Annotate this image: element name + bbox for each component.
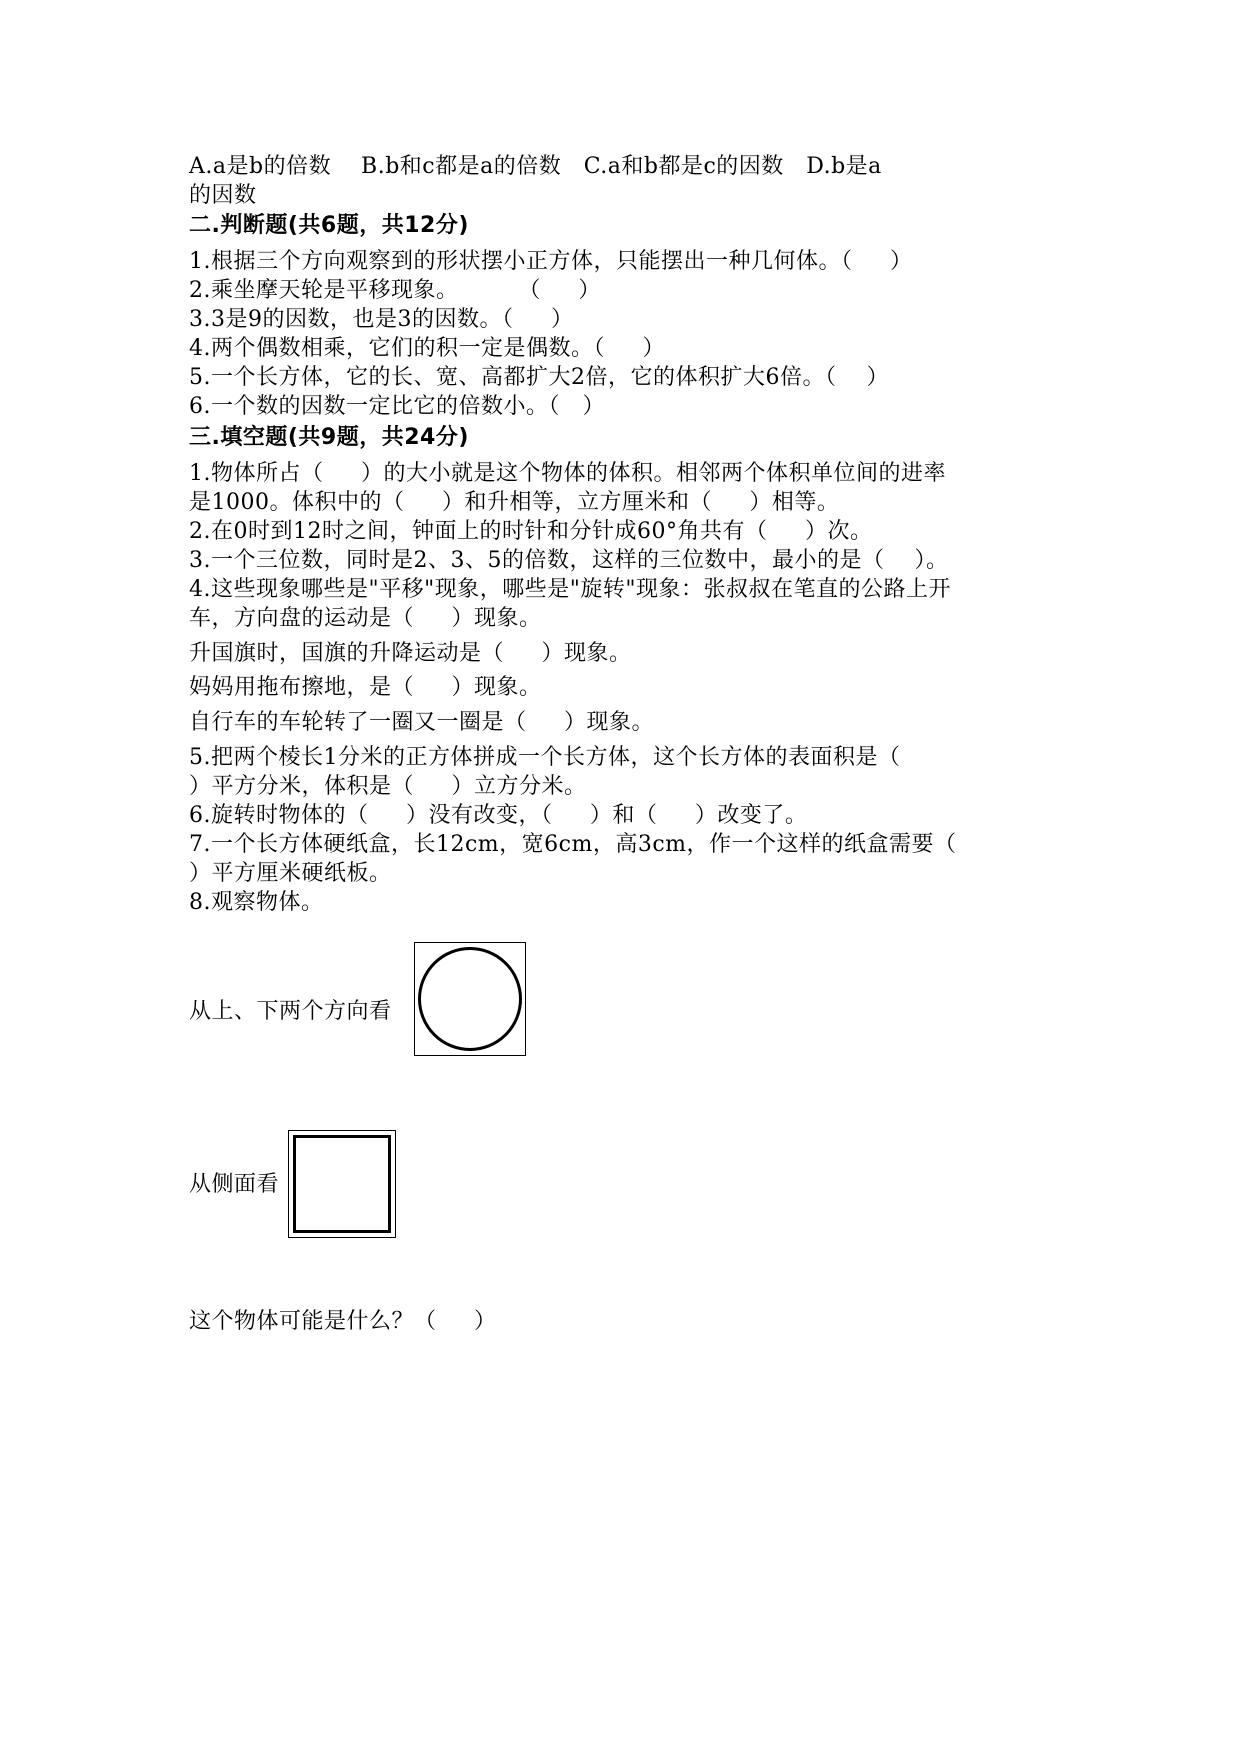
circle-shape — [418, 947, 522, 1051]
judge-item-1: 1.根据三个方向观察到的形状摆小正方体，只能摆出一种几何体。（ ） — [189, 249, 913, 274]
judge-item-2: 2.乘坐摩天轮是平移现象。 （ ） — [189, 278, 601, 303]
fill-q4-line-1: 4.这些现象哪些是"平移"现象，哪些是"旋转"现象：张叔叔在笔直的公路上开 — [189, 577, 951, 602]
judge-item-6: 6.一个数的因数一定比它的倍数小。（ ） — [189, 394, 605, 419]
choice-options-line-2: 的因数 — [189, 183, 257, 208]
fill-q4-line-5: 自行车的车轮转了一圈又一圈是（ ）现象。 — [189, 710, 654, 735]
fill-q2: 2.在0时到12时之间，钟面上的时针和分针成60°角共有（ ）次。 — [189, 519, 873, 544]
fill-q4-line-2: 车，方向盘的运动是（ ）现象。 — [189, 606, 542, 631]
object-question: 这个物体可能是什么？（ ） — [189, 1309, 497, 1334]
view-top-bottom-label: 从上、下两个方向看 — [189, 999, 392, 1024]
judge-item-3: 3.3是9的因数，也是3的因数。（ ） — [189, 307, 574, 332]
section3-heading: 三.填空题(共9题，共24分) — [189, 425, 469, 450]
fill-q4-line-4: 妈妈用拖布擦地，是（ ）现象。 — [189, 675, 542, 700]
judge-item-5: 5.一个长方体，它的长、宽、高都扩大2倍，它的体积扩大6倍。（ ） — [189, 365, 889, 390]
square-shape — [293, 1135, 391, 1233]
fill-q4-line-3: 升国旗时，国旗的升降运动是（ ）现象。 — [189, 641, 632, 666]
side-view-square-figure — [288, 1130, 396, 1238]
fill-q1-line-2: 是1000。体积中的（ ）和升相等，立方厘米和（ ）相等。 — [189, 490, 840, 515]
fill-q7-line-2: ）平方厘米硬纸板。 — [189, 861, 392, 886]
fill-q1-line-1: 1.物体所占（ ）的大小就是这个物体的体积。相邻两个体积单位间的进率 — [189, 461, 946, 486]
fill-q7-line-1: 7.一个长方体硬纸盒，长12cm，宽6cm，高3cm，作一个这样的纸盒需要（ — [189, 832, 957, 857]
section2-heading: 二.判断题(共6题，共12分) — [189, 213, 469, 238]
judge-item-4: 4.两个偶数相乘，它们的积一定是偶数。（ ） — [189, 336, 665, 361]
fill-q8: 8.观察物体。 — [189, 890, 324, 915]
choice-options-line-1: A.a是b的倍数 B.b和c都是a的倍数 C.a和b都是c的因数 D.b是a — [189, 154, 882, 179]
fill-q6: 6.旋转时物体的（ ）没有改变，（ ）和（ ）改变了。 — [189, 803, 808, 828]
view-side-label: 从侧面看 — [189, 1172, 280, 1197]
fill-q3: 3.一个三位数，同时是2、3、5的倍数，这样的三位数中，最小的是（ ）。 — [189, 548, 949, 573]
top-view-circle-figure — [414, 942, 526, 1056]
fill-q5-line-2: ）平方分米，体积是（ ）立方分米。 — [189, 774, 587, 799]
fill-q5-line-1: 5.把两个棱长1分米的正方体拼成一个长方体，这个长方体的表面积是（ — [189, 745, 901, 770]
